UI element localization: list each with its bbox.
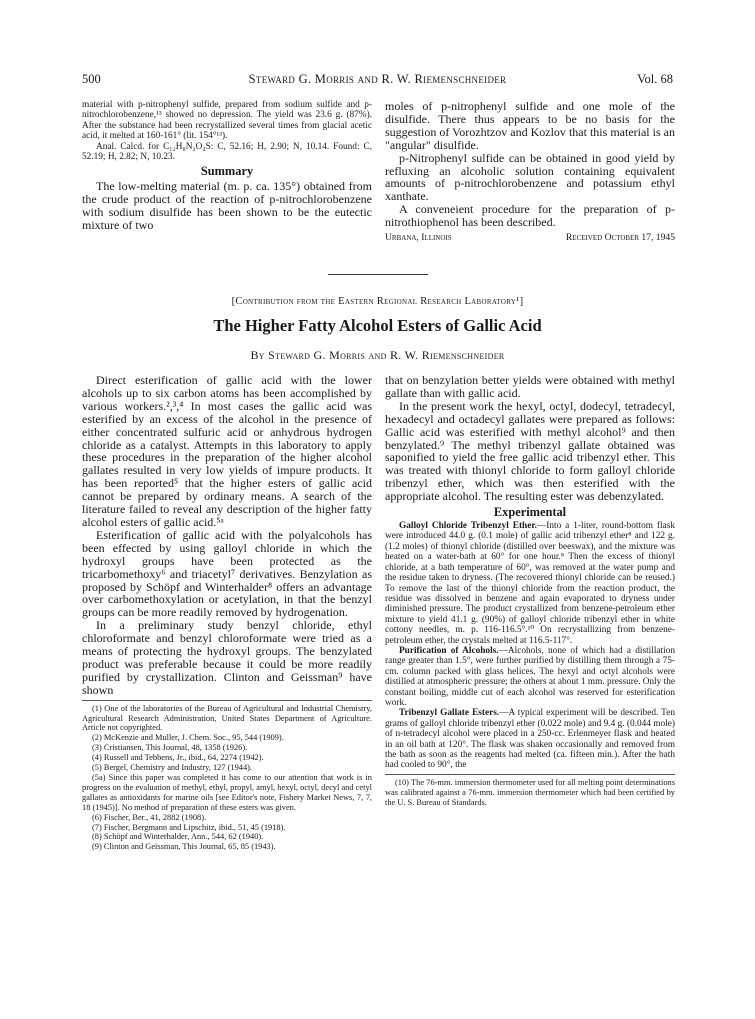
footnote: (10) The 76-mm. immersion thermometer used for all melting point determinations was calibrated against a 76-mm. immersion thermometer which had been certified by the U. S. Bureau of Standards. xyxy=(385,777,675,807)
footnote: (3) Cristiansen, This Journal, 48, 1358 (1926). xyxy=(92,743,248,753)
summary-paragraph-3: A conveneient procedure for the preparation of p-nitrothiophenol has been described. xyxy=(385,202,675,230)
summary-paragraph-2: p-Nitrophenyl sulfide can be obtained in good yield by refluxing an alcoholic solution containing equivalent amounts of p-nitrochlorobenzene and potassium ethyl xanthate. xyxy=(385,150,675,204)
summary-continued-paragraph: moles of p-nitrophenyl sulfide and one mole of the disulfide. There thus appears to be no basis for the suggestion of Vorozhtzov and Kozlov that this material is an "angular" disulfide. xyxy=(385,99,675,152)
summary-paragraph: The low-melting material (m. p. ca. 135°) obtained from the crude product of the reaction of p-nitrochlorobenzene with sodium disulfide has been shown to be the eutectic mixture of two xyxy=(82,179,372,233)
run-in-heading: Tribenzyl Gallate Esters. xyxy=(399,708,500,719)
experimental-paragraph-3 xyxy=(385,708,675,770)
contribution-line: [Contribution from the Eastern Regional Research Laboratory¹] xyxy=(231,296,524,307)
intro-paragraph-2: Esterification of gallic acid with the polyalcohols has been effected by using galloyl chloride in which the hydroxyl groups have been protected as the tricarbomethoxy⁶ and triacetyl⁷ derivatives. Benzylation as proposed by Schöpf and Winterhalder⁸ offers an advantage over carbomethoxylation or acetylation, in that the benzyl groups can be more readily removed by hydrogenation. xyxy=(82,527,372,620)
running-head: Steward G. Morris and R. W. Riemenschneider xyxy=(248,72,507,86)
page-header xyxy=(82,72,673,88)
footnote: (2) McKenzie and Muller, J. Chem. Soc., 95, 544 (1909). xyxy=(92,733,284,743)
footnote-rule xyxy=(82,700,372,701)
footnote-rule xyxy=(385,774,675,775)
footnote: (5) Bergel, Chemistry and Industry, 127 (1944). xyxy=(92,763,253,773)
experimental-paragraph-1 xyxy=(385,521,675,646)
experimental-text: —A typical experiment will be described. Ten grams of galloyl chloride tribenzyl ether (0.022 mole) and 9.4 g. (0.044 mole) of n-tetradecyl alcohol were placed in a 250-cc. Erlenmeyer flask and heated in an oil bath at 120°. The flask was shaken occasionally and removed from the bath as soon as the reagents had melted (ca. fifteen min.). After the bath had cooled to 90°, the xyxy=(385,708,675,771)
footnote: (4) Russell and Tebbens, Jr., ibid., 64, 2274 (1942). xyxy=(92,753,264,763)
intro-paragraph-3: In a preliminary study benzyl chloride, ethyl chloroformate and benzyl chloroformate were tried as a means of protecting the hydroxyl groups. The benzylated product was preferable because it could be more readily purified by crystallization. Clinton and Geissman⁹ have shown xyxy=(82,618,372,697)
experimental-text: —Into a 1-liter, round-bottom flask were introduced 44.0 g. (0.1 mole) of gallic acid tribenzyl ether⁸ and 122 g. (1.2 moles) of thionyl chloride (distilled over beeswax), and the mixture was heated on a water-bath at 60° for one hour.⁸ Then the excess of thionyl chloride, at a bath temperature of 60°, was removed at the water pump and the residue taken to dryness. (The recovered thionyl chloride can be reused.) To remove the last of the thionyl chloride from the reaction product, the residue was dissolved in benzene and again evaporated to dryness under diminished pressure. The product crystallized from benzene-petroleum ether mixture to yield 41.1 g. (90%) of galloyl chloride tribenzyl ether in white cottony needles, m. p. 116-116.5°.¹⁰ On recrystallizing from benzene-petroleum ether, the crystals melted at 116.5-117°. xyxy=(385,521,675,646)
run-in-heading: Galloyl Chloride Tribenzyl Ether. xyxy=(399,521,537,532)
footnote: (8) Schöpf and Winterhalder, Ann., 544, 62 (1940). xyxy=(92,832,264,842)
footnote: (1) One of the laboratories of the Bureau of Agricultural and Industrial Chemistry, Agricultural Research Administration, United States Department of Agriculture. Article not copyrighted. xyxy=(82,703,372,733)
experimental-paragraph-2 xyxy=(385,646,675,708)
prev-article-right-column xyxy=(385,100,675,246)
summary-heading: Summary xyxy=(200,164,254,179)
article-right-column xyxy=(385,374,675,808)
footnote: (6) Fischer, Ber., 41, 2882 (1908). xyxy=(92,812,207,822)
intro-paragraph: Direct esterification of gallic acid with the lower alcohols up to six carbon atoms has been accomplished by various workers.²,³,⁴ In most cases the gallic acid was esterified by an excess of the alcohol in the presence of either concentrated sulfuric acid or anhydrous hydrogen chloride as a catalyst. Attempts in this laboratory to apply these procedures in the preparation of the higher alcohol gallates resulted in very low yields of impure products. It has been reported⁵ that the higher esters of gallic acid cannot be prepared by ordinary means. A search of the literature failed to reveal any description of the higher fatty alcohol esters of gallic acid.⁵ᵃ xyxy=(82,373,372,529)
method-paragraph-2: In the present work the hexyl, octyl, dodecyl, tetradecyl, hexadecyl and octadecyl gallates were prepared as follows: Gallic acid was esterified with methyl alcohol⁹ and then benzylated.⁹ The methyl tribenzyl gallate obtained was saponified to yield the free gallic acid tribenzyl ether. This was treated with thionyl chloride to form galloyl chloride tribenzyl ether, which was then esterified with the appropriate alcohol. The resulting ester was debenzylated. xyxy=(385,398,675,504)
byline: By Steward G. Morris and R. W. Riemenschneider xyxy=(250,348,505,362)
footnote: (7) Fischer, Bergmann and Lipschitz, ibid., 51, 45 (1918). xyxy=(92,822,286,832)
experimental-heading: Experimental xyxy=(493,505,567,520)
method-paragraph: that on benzylation better yields were obtained with methyl gallate than with gallic acid. xyxy=(385,373,675,400)
signature-line xyxy=(385,232,675,246)
footnote: (5a) Since this paper was completed it has come to our attention that work is in progress on the evaluation of methyl, ethyl, propyl, amyl, hexyl, octyl, decyl and cetyl gallates as antioxidants for marine oils [see Editor's note, Fishery Market News, 7, 7, 18 (1945)]. No method of preparation of these esters was given. xyxy=(82,773,372,812)
page-number: 500 xyxy=(82,72,101,86)
prev-left-paragraph: material with p-nitrophenyl sulfide, prepared from sodium sulfide and p-nitrochlorobenzene,¹³ showed no depression. The yield was 23.6 g. (87%). After the substance had been recrystallized several times from glacial acetic acid, it melted at 160-161° (lit. 154°¹³). xyxy=(82,100,372,142)
prev-analysis-paragraph: Anal. Calcd. for C₁₂H₈N₂O₄S: C, 52.16; H, 2.90; N, 10.14. Found: C, 52.19; H, 2.82; N, 10.23. xyxy=(82,141,372,163)
volume-label: Vol. 68 xyxy=(637,72,673,86)
run-in-heading: Purification of Alcohols. xyxy=(399,645,499,656)
footnotes-left xyxy=(82,704,372,853)
article-title: The Higher Fatty Alcohol Esters of Gallic Acid xyxy=(213,316,542,335)
article-separator xyxy=(328,274,428,275)
article-left-column xyxy=(82,374,372,852)
footnote: (9) Clinton and Geissman, This Journal, 65, 85 (1943). xyxy=(92,842,276,852)
prev-article-left-column xyxy=(82,100,372,232)
signature-location: Urbana, Illinois xyxy=(385,232,452,244)
received-date: Received October 17, 1945 xyxy=(565,232,675,244)
experimental-text: —Alcohols, none of which had a distillation range greater than 1.5°, were further purified by distilling them through a 75-cm. column packed with glass helices. The hexyl and octyl alcohols were distilled at atmospheric pressure; the others at about 1 mm. pressure. Only the constant boiling, middle cut of each alcohol was reserved for esterification work. xyxy=(385,645,675,708)
